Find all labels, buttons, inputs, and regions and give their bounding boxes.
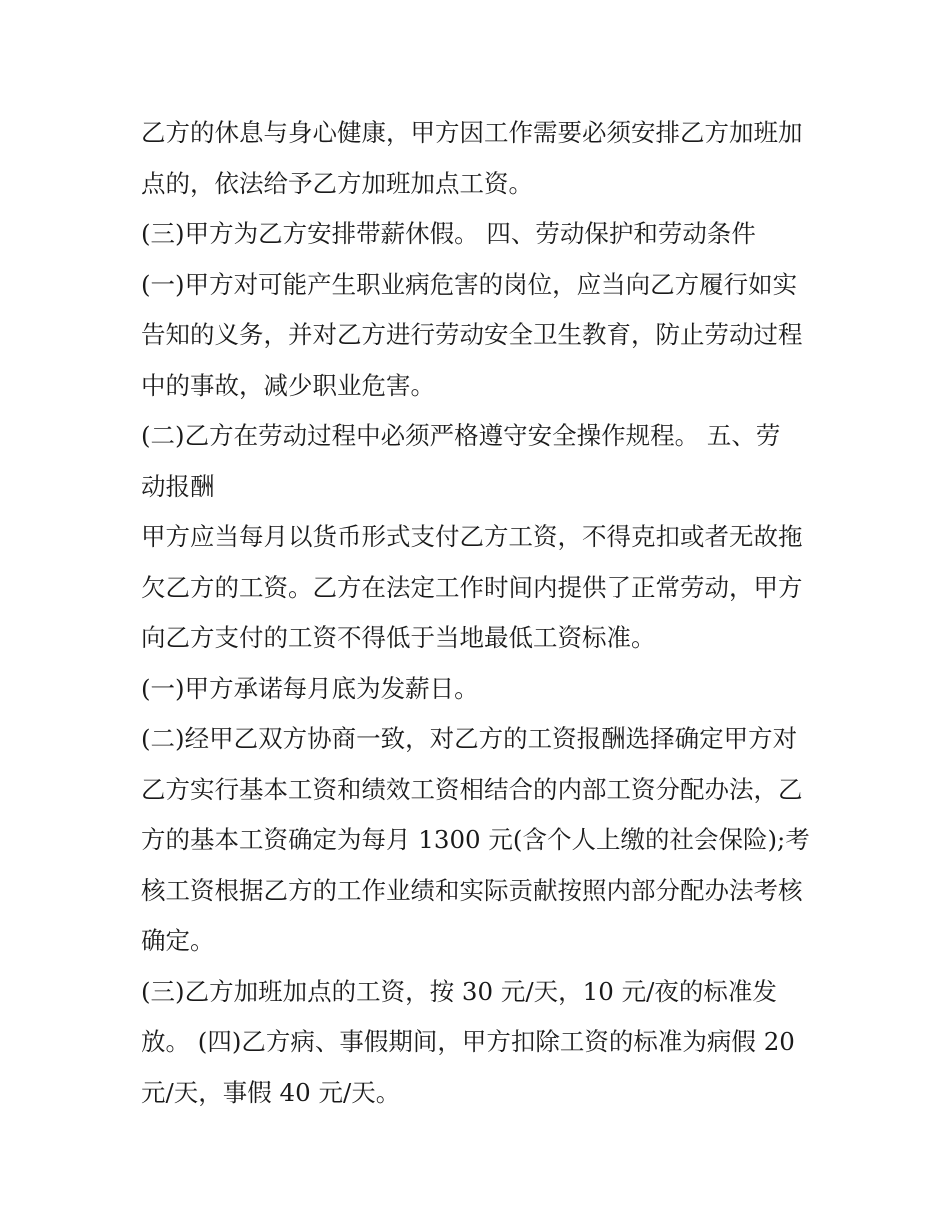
text-line: (三)甲方为乙方安排带薪休假。 四、劳动保护和劳动条件 [141,219,756,248]
text-line: 乙方实行基本工资和绩效工资相结合的内部工资分配办法，乙 [141,774,803,804]
text-line: 确定。 [141,926,215,955]
document-body [141,108,831,1118]
text-line: 甲方应当每月以货币形式支付乙方工资，不得克扣或者无故拖 [141,522,803,551]
text-line: 元/天，事假 40 元/天。 [141,1077,401,1107]
text-line: 核工资根据乙方的工作业绩和实际贡献按照内部分配办法考核 [141,875,803,905]
text-line: 欠乙方的工资。乙方在法定工作时间内提供了正常劳动，甲方 [141,572,803,602]
text-line: 乙方的休息与身心健康，甲方因工作需要必须安排乙方加班加 [141,118,803,147]
text-line: (三)乙方加班加点的工资，按 30 元/天，10 元/夜的标准发 [141,976,777,1006]
text-line: 告知的义务，并对乙方进行劳动安全卫生教育，防止劳动过程 [141,320,803,349]
text-line: 向乙方支付的工资不得低于当地最低工资标准。 [141,623,656,652]
text-line: 中的事故，减少职业危害。 [141,370,435,400]
text-line: 点的，依法给予乙方加班加点工资。 [141,168,533,198]
text-line: (二)经甲乙双方协商一致，对乙方的工资报酬选择确定甲方对 [141,724,798,753]
text-line: 放。 (四)乙方病、事假期间，甲方扣除工资的标准为病假 20 [141,1027,795,1056]
text-line: (二)乙方在劳动过程中必须严格遵守安全操作规程。 五、劳 [141,421,781,450]
text-line: (一)甲方承诺每月底为发薪日。 [141,673,479,703]
text-line: (一)甲方对可能产生职业病危害的岗位，应当向乙方履行如实 [141,269,798,299]
text-line: 方的基本工资确定为每月 1300 元(含个人上缴的社会保险);考 [141,825,810,854]
text-line: 动报酬 [141,471,215,501]
